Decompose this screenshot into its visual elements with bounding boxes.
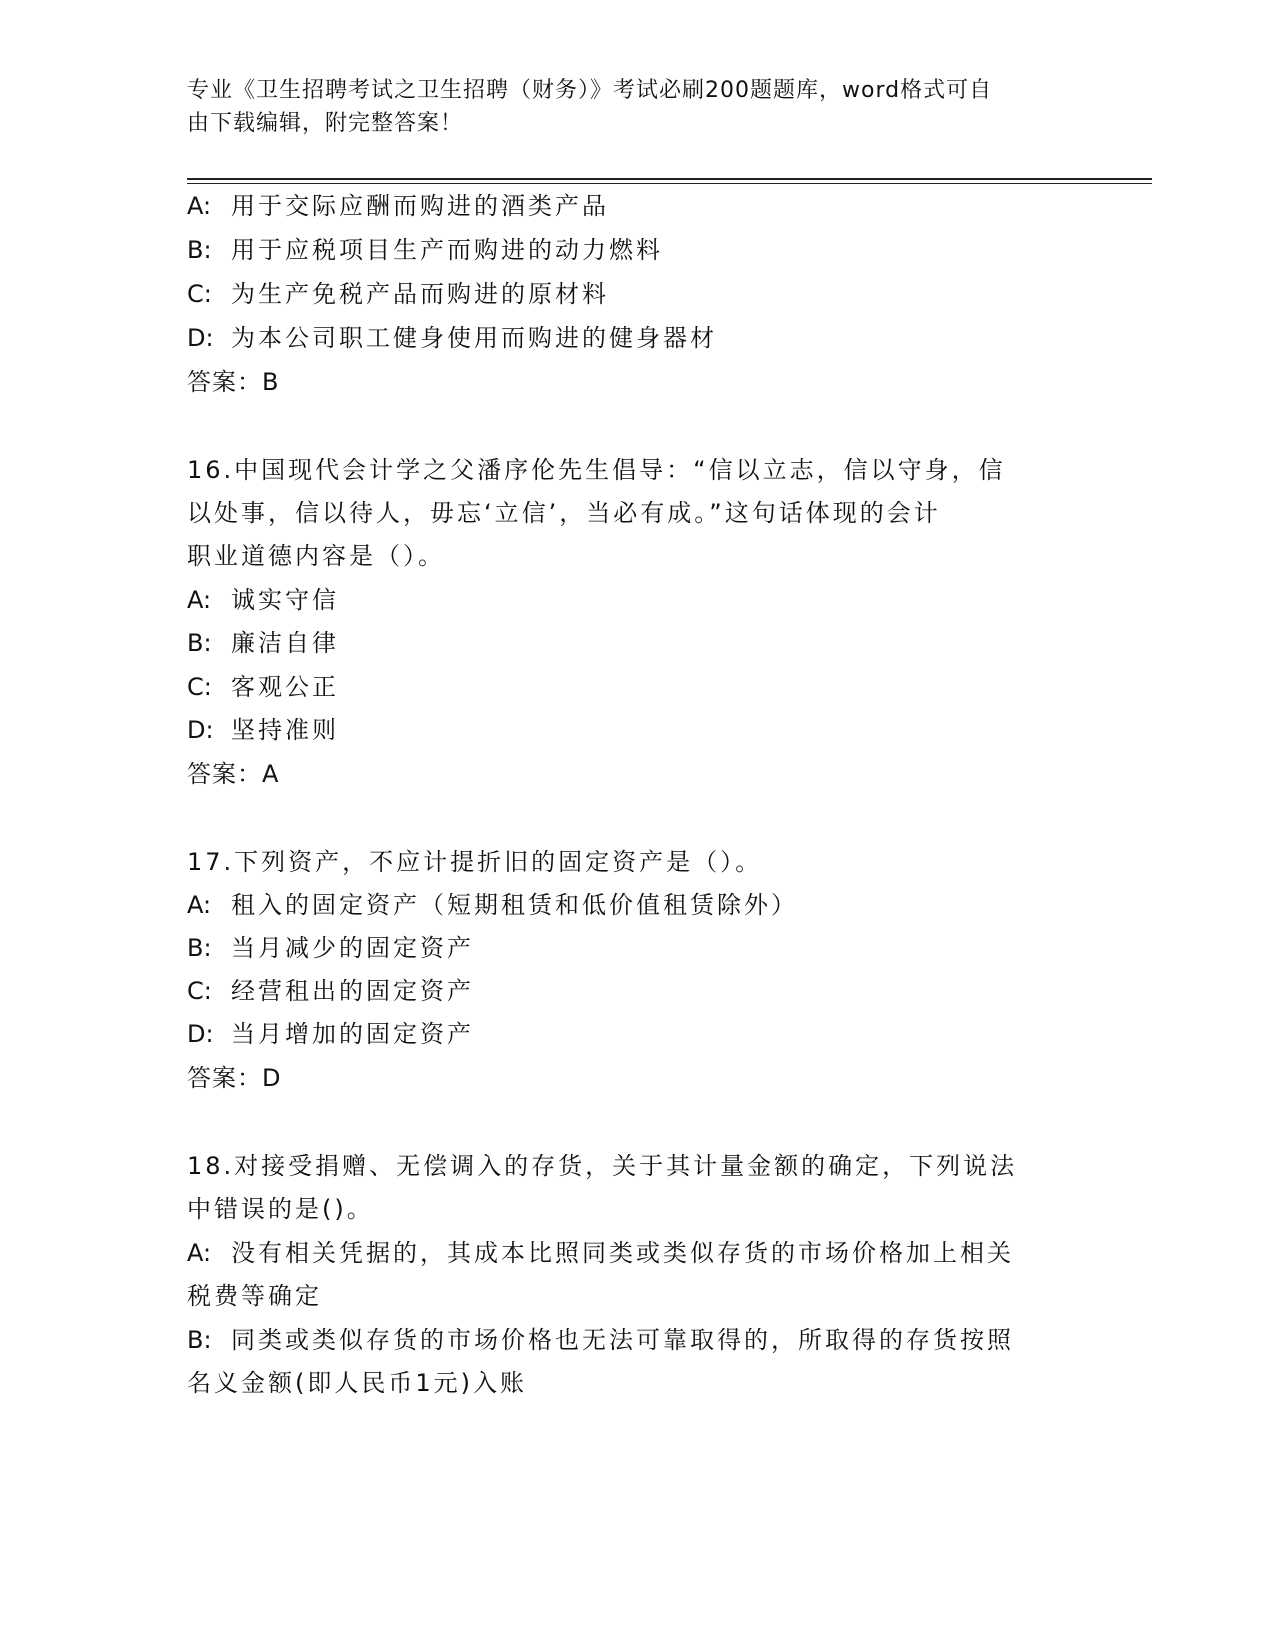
q18-option-a [187, 1233, 1014, 1268]
option-text: 当月减少的固定资产 [231, 934, 474, 962]
option-label: A: [187, 1239, 212, 1267]
q17-option-c [187, 971, 474, 1006]
q18-stem-line-2: 中错误的是()。 [187, 1195, 374, 1223]
q16-option-c [187, 667, 339, 702]
header-line-2: 由下载编辑，附完整答案！ [187, 111, 464, 136]
q17-option-d [187, 1014, 474, 1049]
option-label: C: [187, 280, 212, 308]
q18-stem-line-1: 18.对接受捐赠、无偿调入的存货，关于其计量金额的确定，下列说法 [187, 1152, 1018, 1180]
q16-option-d [187, 710, 339, 745]
option-text: 经营租出的固定资产 [231, 977, 474, 1005]
q18-option-b-continued: 名义金额(即人民币1元)入账 [187, 1369, 527, 1397]
q18-option-a-continued: 税费等确定 [187, 1282, 322, 1310]
option-label: D: [187, 1020, 214, 1048]
document-header [187, 74, 1067, 140]
header-divider-thin [187, 183, 1152, 184]
q17-option-b [187, 928, 474, 963]
option-text: 廉洁自律 [231, 629, 339, 657]
q16-stem-line-1: 16.中国现代会计学之父潘序伦先生倡导：“信以立志，信以守身，信 [187, 456, 1006, 484]
q15-option-d [187, 318, 717, 353]
option-text: 坚持准则 [231, 716, 339, 744]
q16-answer: 答案：A [187, 760, 280, 788]
q15-option-c [187, 274, 609, 309]
option-text: 租入的固定资产（短期租赁和低价值租赁除外） [231, 891, 798, 919]
q15-option-a [187, 186, 609, 221]
option-text: 诚实守信 [231, 586, 339, 614]
option-label: C: [187, 977, 212, 1005]
q15-option-b [187, 230, 663, 265]
q16-stem-line-2: 以处事，信以待人，毋忘‘立信’，当必有成。”这句话体现的会计 [187, 499, 941, 527]
header-divider [187, 178, 1152, 180]
option-text: 客观公正 [231, 673, 339, 701]
q17-option-a [187, 885, 798, 920]
option-label: A: [187, 891, 212, 919]
option-label: D: [187, 716, 214, 744]
option-text: 为本公司职工健身使用而购进的健身器材 [231, 324, 717, 352]
option-label: C: [187, 673, 212, 701]
q17-stem-line-1: 17.下列资产，不应计提折旧的固定资产是（）。 [187, 848, 763, 876]
q15-answer: 答案：B [187, 368, 280, 396]
option-label: B: [187, 1326, 212, 1354]
q16-option-b [187, 623, 339, 658]
option-text: 同类或类似存货的市场价格也无法可靠取得的，所取得的存货按照 [231, 1326, 1014, 1354]
option-text: 用于应税项目生产而购进的动力燃料 [231, 236, 663, 264]
q18-option-b [187, 1320, 1014, 1355]
option-label: A: [187, 586, 212, 614]
q16-stem-line-3: 职业道德内容是（）。 [187, 542, 445, 570]
option-label: B: [187, 629, 212, 657]
option-text: 为生产免税产品而购进的原材料 [231, 280, 609, 308]
option-label: D: [187, 324, 214, 352]
option-label: A: [187, 192, 212, 220]
q17-answer: 答案：D [187, 1064, 282, 1092]
option-text: 当月增加的固定资产 [231, 1020, 474, 1048]
option-text: 用于交际应酬而购进的酒类产品 [231, 192, 609, 220]
q16-option-a [187, 580, 339, 615]
option-label: B: [187, 934, 212, 962]
header-line-1: 专业《卫生招聘考试之卫生招聘（财务）》考试必刷200题题库，word格式可自 [187, 78, 993, 103]
option-text: 没有相关凭据的，其成本比照同类或类似存货的市场价格加上相关 [231, 1239, 1014, 1267]
option-label: B: [187, 236, 212, 264]
